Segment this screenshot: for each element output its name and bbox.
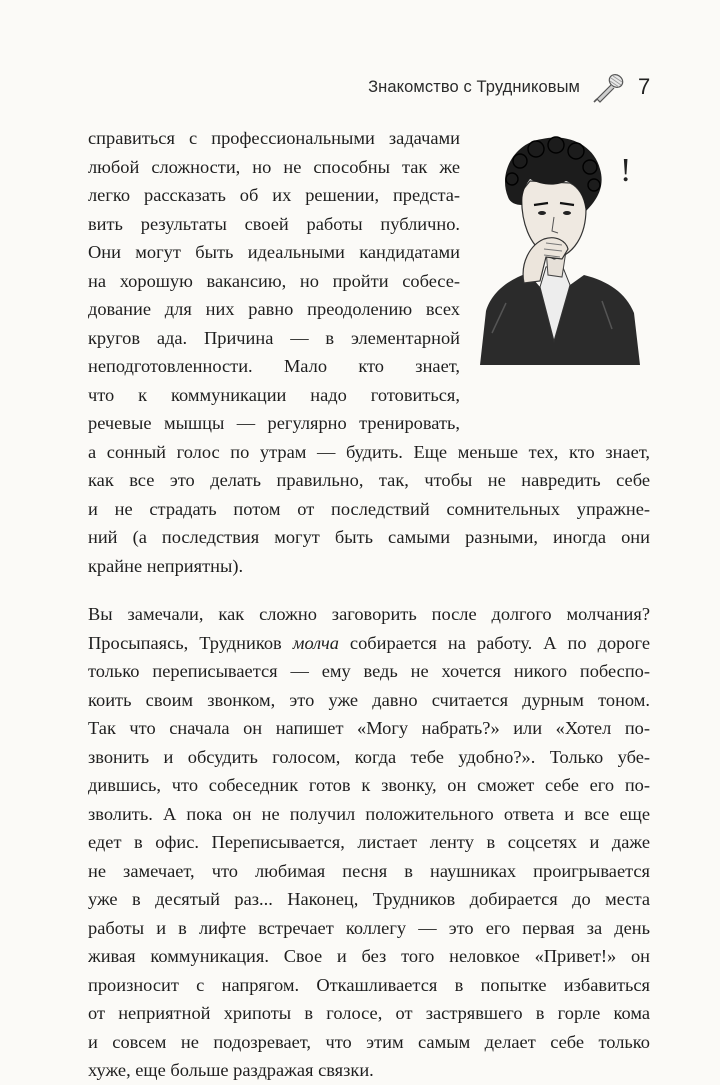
text-line: произносит с напрягом. Откашливается в попытке избавиться (88, 974, 650, 995)
text-line: кругов ада. Причина — в элементарной (88, 327, 460, 348)
text-line: Они могут быть идеальными кандидатами (88, 242, 460, 262)
text-line: Так что сначала он напишет «Могу набрать?» или «Хотел по- (88, 718, 650, 738)
text-line: только переписывается — ему ведь не хочется никого побеспо- (88, 661, 650, 681)
text-line: что к коммуникации надо готовиться, (88, 384, 460, 405)
text-line: едет в офис. Переписывается, листает ленту в соцсетях и даже (88, 832, 650, 852)
text-line: звонить и обсудить голосом, когда тебе удобно?». Только убе- (88, 746, 650, 767)
text-line: хуже, еще больше раздражая связки. (88, 1060, 374, 1080)
text-line: любой сложности, но не способны так же (88, 156, 460, 177)
microphone-icon (592, 72, 626, 104)
text-line: живая коммуникация. Свое и без того неловкое «Привет!» он (88, 946, 650, 966)
text-line: Вы замечали, как сложно заговорить после долгого молчания? (88, 604, 650, 624)
text-line: вить результаты своей работы публично. (88, 213, 460, 234)
text-line: неподготовленности. Мало кто знает, (88, 356, 460, 376)
running-title: Знакомство с Трудниковым (368, 78, 580, 96)
paragraph-1 (88, 124, 650, 580)
text-line: и совсем не подозревает, что этим самым делает себе только (88, 1031, 650, 1052)
text-line: справиться с профессиональными задачами (88, 128, 460, 148)
text-line: на хорошую вакансию, но пройти собесе- (88, 270, 460, 291)
text-line (88, 629, 650, 658)
text-line: коить своим звонком, это уже давно считается дурным тоном. (88, 689, 650, 710)
text-line: от неприятной хрипоты в голосе, от застрявшего в горле кома (88, 1003, 650, 1023)
text-line: легко рассказать об их решении, предста- (88, 185, 460, 205)
text-line: как все это делать правильно, так, чтобы не навредить себе (88, 470, 650, 490)
text-line: не замечает, что любимая песня в наушниках проигрывается (88, 860, 650, 881)
paragraph-2 (88, 600, 650, 1085)
text-line: ний (а последствия могут быть самыми разными, иногда они (88, 527, 650, 547)
page-number: 7 (638, 74, 651, 99)
italic-word: молча (292, 632, 339, 653)
text-line: работы и в лифте встречает коллегу — это его первая за день (88, 917, 650, 938)
running-header (0, 72, 720, 106)
text-line: и не страдать потом от последствий сомнительных упражне- (88, 498, 650, 519)
text-span: собирается на работу. А по дороге (338, 632, 650, 653)
text-line: речевые мышцы — регулярно тренировать, (88, 413, 460, 433)
text-line: а сонный голос по утрам — будить. Еще меньше тех, кто знает, (88, 441, 650, 462)
text-line: дившись, что собеседник готов к звонку, он сможет себе его по- (88, 775, 650, 795)
text-span: Просыпаясь, Трудников (88, 632, 293, 653)
text-line: крайне неприятны). (88, 555, 244, 576)
text-line: уже в десятый раз... Наконец, Трудников добирается до места (88, 889, 650, 909)
text-line: зволить. А пока он не получил положительного ответа и все еще (88, 803, 650, 824)
text-line: дование для них равно преодолению всех (88, 299, 460, 319)
paragraph-gap (88, 580, 650, 600)
exclamation-mark: ! (620, 152, 632, 189)
body-text (88, 124, 650, 1085)
